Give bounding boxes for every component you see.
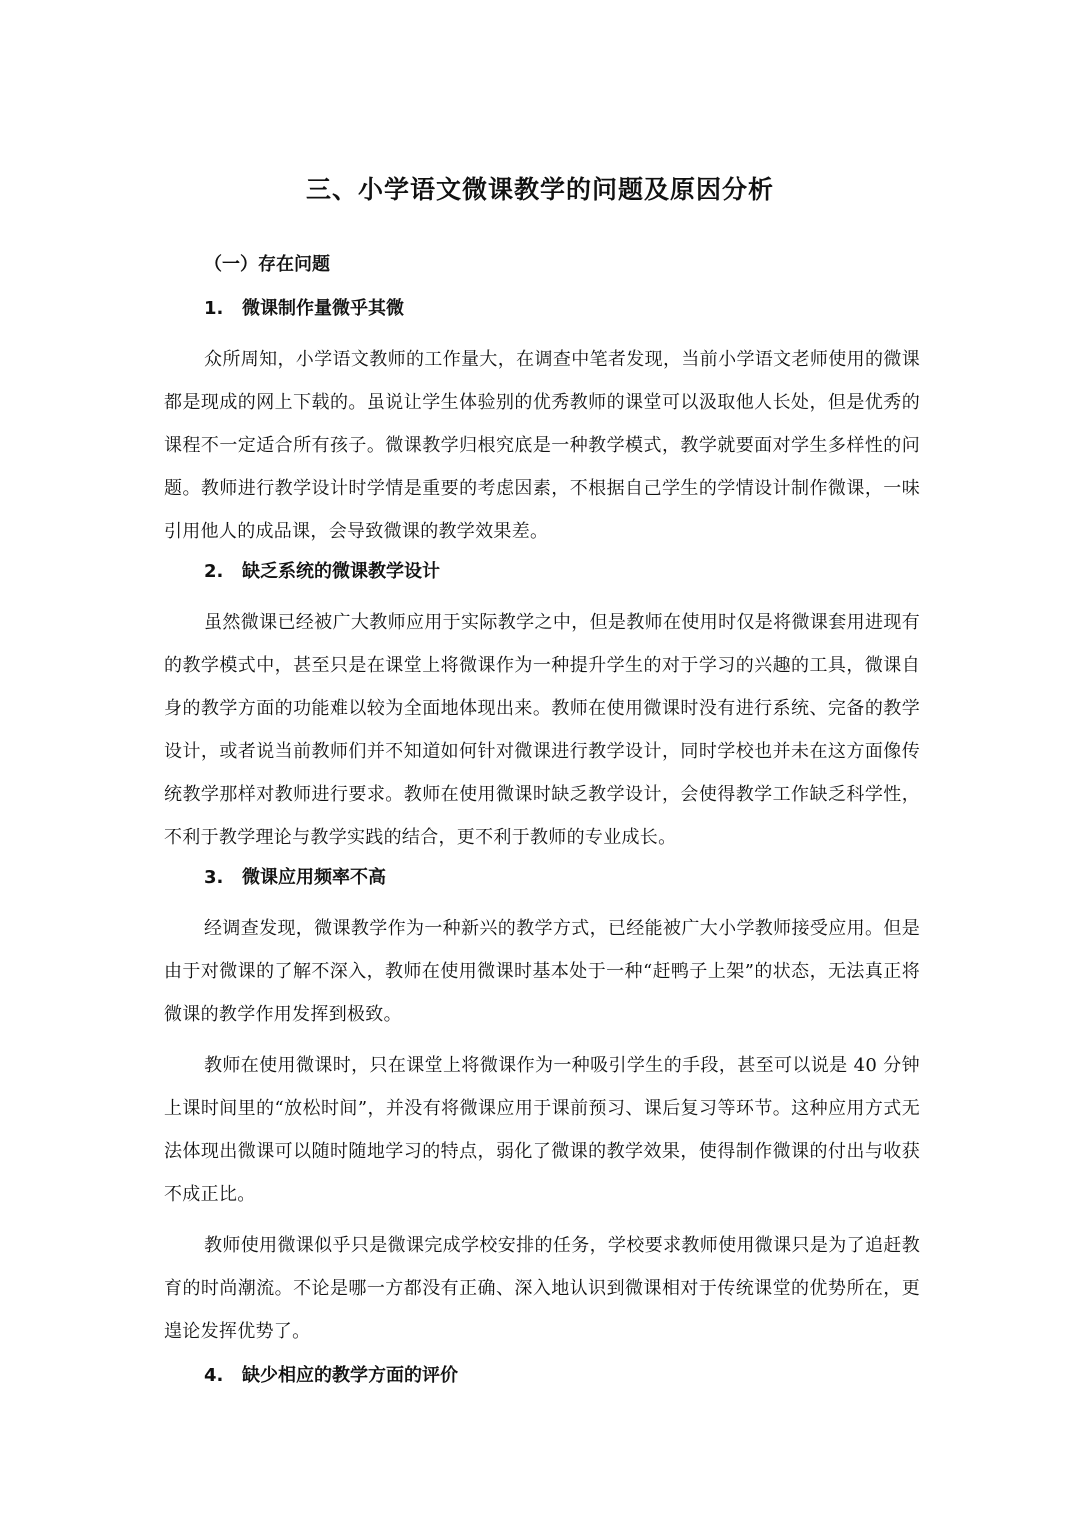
paragraph: 虽然微课已经被广大教师应用于实际教学之中，但是教师在使用时仅是将微课套用进现有的教学模式中，甚至只是在课堂上将微课作为一种提升学生的对于学习的兴趣的工具，微课自身的教学方面的功能难以较为全面地体现出来。教师在使用微课时没有进行系统、完备的教学设计，或者说当前教师们并不知道如何针对微课进行教学设计，同时学校也并未在这方面像传统教学那样对教师进行要求。教师在使用微课时缺乏教学设计，会使得教学工作缺乏科学性，不利于教学理论与教学实践的结合，更不利于教师的专业成长。 — [164, 612, 920, 848]
subsection-title: 缺少相应的教学方面的评价 — [242, 1365, 458, 1386]
subsection-number: 1. — [204, 298, 224, 319]
subsection-heading-3 — [164, 863, 920, 893]
section-heading: （一）存在问题 — [204, 254, 330, 275]
subsection-title: 缺乏系统的微课教学设计 — [242, 561, 440, 582]
subsection-heading-1 — [164, 294, 920, 324]
document-body — [164, 250, 920, 1405]
subsection-heading-4 — [164, 1361, 920, 1391]
paragraph: 众所周知，小学语文教师的工作量大，在调查中笔者发现，当前小学语文老师使用的微课都是现成的网上下载的。虽说让学生体验别的优秀教师的课堂可以汲取他人长处，但是优秀的课程不一定适合所有孩子。微课教学归根究底是一种教学模式，教学就要面对学生多样性的问题。教师进行教学设计时学情是重要的考虑因素，不根据自己学生的学情设计制作微课，一味引用他人的成品课，会导致微课的教学效果差。 — [164, 349, 920, 542]
subsection-heading-2 — [164, 557, 920, 587]
paragraph: 教师在使用微课时，只在课堂上将微课作为一种吸引学生的手段，甚至可以说是 40 分钟上课时间里的“放松时间”，并没有将微课应用于课前预习、课后复习等环节。这种应用方式无法体现出微课可以随时随地学习的特点，弱化了微课的教学效果，使得制作微课的付出与收获不成正比。 — [164, 1055, 920, 1205]
subsection-number: 4. — [204, 1365, 224, 1386]
subsection-title: 微课制作量微乎其微 — [242, 298, 404, 319]
subsection-title: 微课应用频率不高 — [242, 867, 386, 888]
paragraph: 教师使用微课似乎只是微课完成学校安排的任务，学校要求教师使用微课只是为了追赶教育的时尚潮流。不论是哪一方都没有正确、深入地认识到微课相对于传统课堂的优势所在，更遑论发挥优势了。 — [164, 1235, 920, 1342]
paragraph: 经调查发现，微课教学作为一种新兴的教学方式，已经能被广大小学教师接受应用。但是由于对微课的了解不深入，教师在使用微课时基本处于一种“赶鸭子上架”的状态，无法真正将微课的教学作用发挥到极致。 — [164, 918, 920, 1025]
subsection-number: 3. — [204, 867, 224, 888]
subsection-number: 2. — [204, 561, 224, 582]
page-title: 三、小学语文微课教学的问题及原因分析 — [305, 175, 774, 204]
